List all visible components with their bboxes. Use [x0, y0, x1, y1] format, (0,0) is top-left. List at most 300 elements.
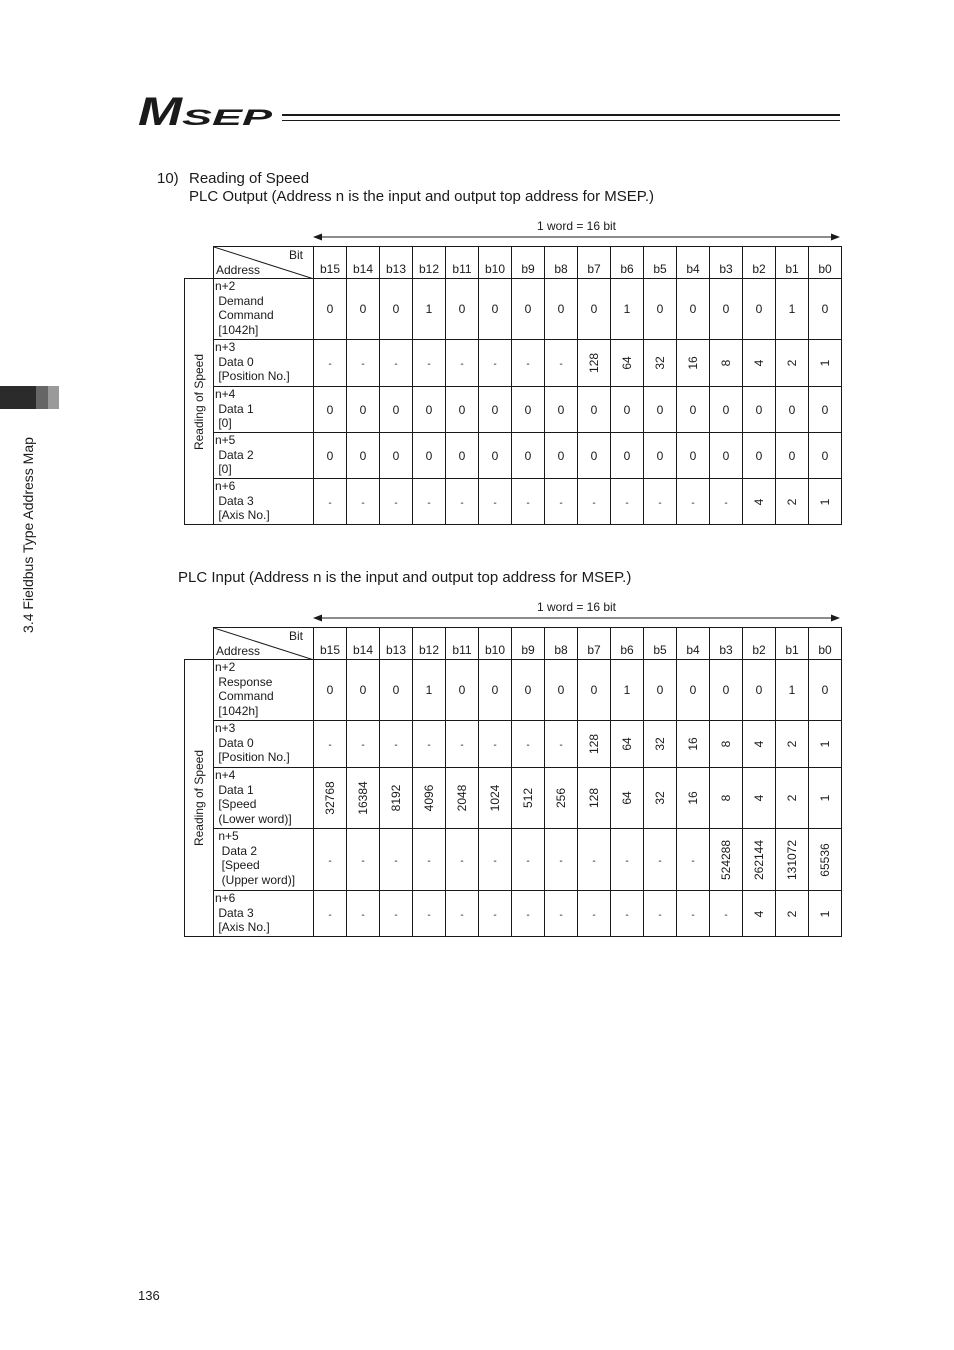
bit-weight-value: 64 — [620, 791, 634, 805]
bit-address-corner — [214, 247, 314, 279]
address-line: [1042h] — [215, 322, 259, 337]
plc-input-table — [184, 627, 842, 937]
bit-weight-value: 2048 — [455, 784, 469, 812]
bit-value-cell: 0 — [677, 660, 710, 721]
bit-value-cell: 0 — [776, 433, 809, 479]
unused-bit-cell — [479, 829, 512, 891]
bit-value-cell: 1 — [611, 660, 644, 721]
address-line: [Position No.] — [215, 750, 290, 765]
bit-value-cell: 0 — [809, 660, 842, 721]
bit-header: b0 — [809, 628, 842, 660]
unused-bit-mark: - — [460, 740, 464, 751]
bit-weight-cell — [413, 768, 446, 829]
address-line: Data 3 — [215, 905, 254, 920]
bit-weight-cell — [743, 479, 776, 525]
unused-bit-cell — [347, 721, 380, 768]
bit-value-cell: 0 — [446, 660, 479, 721]
unused-bit-cell — [479, 479, 512, 525]
unused-bit-mark: - — [691, 497, 695, 509]
bit-value-cell: 0 — [347, 660, 380, 721]
bit-weight-cell — [545, 768, 578, 829]
blank-cell — [185, 628, 214, 660]
bit-weight-cell — [809, 891, 842, 937]
bit-weight-value: 262144 — [752, 839, 766, 880]
bit-weight-value: 2 — [785, 498, 799, 505]
word-width-indicator — [313, 600, 840, 622]
bit-weight-value: 8 — [719, 359, 733, 367]
address-line: [Speed — [215, 858, 260, 873]
address-line: n+3 — [215, 721, 236, 735]
unused-bit-cell — [380, 340, 413, 387]
bit-header: b7 — [578, 628, 611, 660]
section-number: 10) — [157, 170, 179, 187]
plc-output-table — [184, 246, 842, 525]
bit-header: b5 — [644, 247, 677, 279]
bit-value-cell: 0 — [710, 433, 743, 479]
unused-bit-mark: - — [592, 855, 596, 867]
bit-header: b3 — [710, 247, 743, 279]
chapter-tab-light — [48, 386, 59, 409]
unused-bit-mark: - — [361, 497, 365, 509]
section-title: Reading of Speed — [189, 170, 310, 187]
corner-bit-label: Bit — [288, 629, 303, 643]
table-row — [185, 768, 842, 829]
unused-bit-cell — [611, 479, 644, 525]
bit-header: b13 — [380, 628, 413, 660]
unused-bit-mark: - — [328, 855, 332, 867]
unused-bit-cell — [578, 479, 611, 525]
bit-value-cell: 0 — [578, 387, 611, 433]
bit-value-cell: 0 — [578, 279, 611, 340]
unused-bit-mark: - — [328, 909, 332, 921]
bit-value-cell: 0 — [743, 433, 776, 479]
bit-weight-value: 131072 — [785, 839, 799, 880]
bit-weight-value: 4 — [752, 910, 766, 917]
bit-weight-value: 2 — [785, 794, 799, 802]
unused-bit-cell — [578, 829, 611, 891]
bit-value-cell: 1 — [776, 660, 809, 721]
unused-bit-mark: - — [592, 909, 596, 921]
unused-bit-cell — [413, 479, 446, 525]
plc-input-caption: PLC Input (Address n is the input and output top address for MSEP.) — [178, 569, 632, 586]
bit-header: b7 — [578, 247, 611, 279]
bit-header: b6 — [611, 628, 644, 660]
bit-weight-value: 4 — [752, 359, 766, 367]
unused-bit-cell — [413, 340, 446, 387]
bit-weight-cell — [776, 891, 809, 937]
unused-bit-cell — [512, 721, 545, 768]
unused-bit-mark: - — [526, 855, 530, 867]
unused-bit-mark: - — [460, 855, 464, 867]
unused-bit-mark: - — [625, 497, 629, 509]
bit-value-cell: 0 — [743, 660, 776, 721]
bit-value-cell: 0 — [380, 387, 413, 433]
bit-weight-cell — [743, 721, 776, 768]
double-arrow-icon — [313, 232, 840, 242]
address-cell — [214, 433, 314, 479]
bit-value-cell: 0 — [677, 387, 710, 433]
table-row — [185, 891, 842, 937]
bit-header: b15 — [314, 628, 347, 660]
bit-header: b6 — [611, 247, 644, 279]
bit-weight-value: 1024 — [488, 784, 502, 812]
bit-weight-value: 16384 — [356, 781, 370, 815]
unused-bit-cell — [710, 891, 743, 937]
bit-value-cell: 1 — [611, 279, 644, 340]
address-line: [Axis No.] — [215, 920, 270, 935]
bit-weight-cell — [512, 768, 545, 829]
table-row — [185, 721, 842, 768]
unused-bit-cell — [479, 340, 512, 387]
unused-bit-mark: - — [361, 359, 365, 370]
address-line: (Upper word)] — [215, 872, 296, 887]
address-line: n+5 — [215, 433, 236, 447]
blank-cell — [185, 247, 214, 279]
bit-weight-cell — [611, 340, 644, 387]
bit-value-cell: 0 — [644, 279, 677, 340]
address-line: n+2 — [215, 660, 236, 674]
unused-bit-cell — [545, 829, 578, 891]
unused-bit-mark: - — [691, 909, 695, 921]
bit-value-cell: 0 — [710, 279, 743, 340]
unused-bit-cell — [545, 340, 578, 387]
unused-bit-mark: - — [493, 497, 497, 509]
unused-bit-mark: - — [691, 855, 695, 867]
unused-bit-cell — [380, 829, 413, 891]
bit-weight-value: 32 — [653, 737, 667, 751]
bit-weight-value: 128 — [587, 787, 601, 809]
bit-weight-value: 4 — [752, 498, 766, 505]
bit-weight-cell — [611, 768, 644, 829]
bit-weight-cell — [314, 768, 347, 829]
bit-value-cell: 0 — [380, 279, 413, 340]
bit-weight-value: 16 — [686, 737, 700, 751]
bit-weight-cell — [776, 479, 809, 525]
bit-header: b0 — [809, 247, 842, 279]
unused-bit-cell — [446, 891, 479, 937]
corner-address-label: Address — [216, 263, 261, 277]
bit-value-cell: 0 — [413, 387, 446, 433]
address-line: [1042h] — [215, 703, 259, 718]
corner-bit-label: Bit — [288, 248, 303, 262]
bit-value-cell: 0 — [644, 433, 677, 479]
bit-weight-cell — [644, 340, 677, 387]
address-cell — [214, 721, 314, 768]
table-row — [185, 387, 842, 433]
table-row — [185, 660, 842, 721]
bit-value-cell: 0 — [644, 387, 677, 433]
unused-bit-mark: - — [394, 855, 398, 867]
unused-bit-mark: - — [526, 909, 530, 921]
chapter-tab-mid — [36, 386, 48, 409]
bit-weight-cell — [809, 721, 842, 768]
bit-header: b12 — [413, 247, 446, 279]
address-line: n+4 — [215, 768, 236, 782]
address-line: [0] — [215, 462, 232, 477]
unused-bit-cell — [446, 721, 479, 768]
unused-bit-mark: - — [427, 909, 431, 921]
bit-header: b2 — [743, 247, 776, 279]
address-line: n+5 — [215, 829, 239, 843]
bit-weight-value: 8192 — [389, 784, 403, 812]
header-rule — [282, 114, 840, 116]
unused-bit-mark: - — [493, 909, 497, 921]
bit-weight-cell — [809, 768, 842, 829]
bit-value-cell: 0 — [611, 433, 644, 479]
address-cell — [214, 340, 314, 387]
bit-weight-value: 128 — [587, 352, 601, 374]
address-line: Data 1 — [215, 401, 254, 416]
bit-header: b11 — [446, 628, 479, 660]
group-label: Reading of Speed — [192, 353, 206, 450]
unused-bit-mark: - — [361, 909, 365, 921]
unused-bit-cell — [380, 721, 413, 768]
unused-bit-mark: - — [460, 359, 464, 370]
bit-weight-cell — [743, 829, 776, 891]
address-line: Data 3 — [215, 493, 254, 508]
bit-header: b4 — [677, 247, 710, 279]
bit-value-cell: 0 — [578, 660, 611, 721]
bit-value-cell: 0 — [611, 387, 644, 433]
bit-weight-value: 1 — [818, 794, 832, 802]
group-label-cell — [185, 279, 214, 525]
bit-value-cell: 0 — [545, 660, 578, 721]
bit-weight-cell — [446, 768, 479, 829]
unused-bit-cell — [314, 479, 347, 525]
bit-value-cell: 0 — [710, 387, 743, 433]
unused-bit-mark: - — [460, 909, 464, 921]
address-line: [Position No.] — [215, 369, 290, 384]
unused-bit-cell — [347, 829, 380, 891]
unused-bit-mark: - — [526, 740, 530, 751]
unused-bit-cell — [446, 829, 479, 891]
unused-bit-mark: - — [625, 909, 629, 921]
word-width-label: 1 word = 16 bit — [536, 219, 617, 233]
address-line: Data 2 — [215, 447, 254, 462]
address-line: Response — [215, 674, 273, 689]
table-row — [185, 479, 842, 525]
bit-weight-cell — [743, 768, 776, 829]
bit-weight-cell — [380, 768, 413, 829]
address-line: n+6 — [215, 891, 236, 905]
unused-bit-cell — [512, 829, 545, 891]
bit-value-cell: 0 — [512, 279, 545, 340]
unused-bit-cell — [446, 479, 479, 525]
address-line: n+6 — [215, 479, 236, 493]
unused-bit-mark: - — [559, 740, 563, 751]
unused-bit-mark: - — [394, 497, 398, 509]
bit-value-cell: 0 — [479, 279, 512, 340]
bit-value-cell: 0 — [347, 279, 380, 340]
bit-weight-cell — [710, 340, 743, 387]
bit-weight-value: 4 — [752, 740, 766, 748]
chapter-tab — [0, 386, 36, 409]
plc-output-caption: PLC Output (Address n is the input and output top address for MSEP.) — [189, 188, 654, 205]
bit-value-cell: 0 — [347, 433, 380, 479]
bit-weight-cell — [677, 768, 710, 829]
unused-bit-cell — [314, 721, 347, 768]
unused-bit-mark: - — [592, 497, 596, 509]
unused-bit-mark: - — [559, 497, 563, 509]
address-line: Command — [215, 689, 274, 704]
msep-logo — [138, 93, 278, 129]
unused-bit-mark: - — [427, 359, 431, 370]
bit-value-cell: 0 — [347, 387, 380, 433]
bit-header: b15 — [314, 247, 347, 279]
unused-bit-mark: - — [394, 359, 398, 370]
unused-bit-cell — [512, 891, 545, 937]
bit-value-cell: 0 — [545, 387, 578, 433]
unused-bit-cell — [578, 891, 611, 937]
bit-weight-cell — [710, 721, 743, 768]
unused-bit-cell — [611, 891, 644, 937]
bit-value-cell: 0 — [743, 279, 776, 340]
bit-value-cell: 0 — [479, 433, 512, 479]
unused-bit-mark: - — [328, 740, 332, 751]
unused-bit-mark: - — [361, 855, 365, 867]
unused-bit-mark: - — [493, 740, 497, 751]
bit-weight-cell — [776, 768, 809, 829]
unused-bit-cell — [314, 340, 347, 387]
address-line: [Speed — [215, 797, 257, 812]
bit-header: b1 — [776, 247, 809, 279]
word-width-indicator — [313, 219, 840, 241]
address-line: n+4 — [215, 387, 236, 401]
bit-weight-cell — [644, 721, 677, 768]
unused-bit-mark: - — [658, 497, 662, 509]
unused-bit-mark: - — [724, 909, 728, 921]
bit-value-cell: 0 — [380, 433, 413, 479]
bit-weight-cell — [776, 829, 809, 891]
unused-bit-mark: - — [394, 740, 398, 751]
unused-bit-mark: - — [559, 855, 563, 867]
bit-weight-cell — [809, 340, 842, 387]
bit-weight-value: 64 — [620, 737, 634, 751]
bit-weight-cell — [743, 340, 776, 387]
bit-weight-value: 2 — [785, 740, 799, 748]
address-cell — [214, 279, 314, 340]
unused-bit-cell — [512, 340, 545, 387]
bit-value-cell: 0 — [380, 660, 413, 721]
bit-value-cell: 0 — [314, 387, 347, 433]
bit-header: b8 — [545, 628, 578, 660]
bit-value-cell: 0 — [545, 433, 578, 479]
bit-value-cell: 0 — [413, 433, 446, 479]
bit-value-cell: 0 — [512, 433, 545, 479]
bit-value-cell: 0 — [314, 660, 347, 721]
unused-bit-cell — [347, 340, 380, 387]
bit-weight-cell — [710, 829, 743, 891]
address-line: (Lower word)] — [215, 811, 292, 826]
unused-bit-cell — [413, 829, 446, 891]
unused-bit-cell — [380, 891, 413, 937]
bit-value-cell: 0 — [809, 433, 842, 479]
address-line: Data 2 — [215, 843, 258, 858]
group-label: Reading of Speed — [192, 749, 206, 847]
unused-bit-mark: - — [658, 909, 662, 921]
address-line: [0] — [215, 416, 232, 431]
svg-text:SEP: SEP — [182, 105, 273, 129]
bit-value-cell: 1 — [776, 279, 809, 340]
bit-header: b11 — [446, 247, 479, 279]
header-rule-thin — [282, 120, 840, 121]
bit-value-cell: 0 — [512, 387, 545, 433]
bit-weight-cell — [611, 721, 644, 768]
address-line: [Axis No.] — [215, 508, 270, 523]
address-line: Demand — [215, 293, 264, 308]
table-row — [185, 340, 842, 387]
address-cell — [214, 387, 314, 433]
unused-bit-cell — [677, 891, 710, 937]
unused-bit-mark: - — [526, 497, 530, 509]
bit-weight-value: 128 — [587, 733, 601, 755]
bit-value-cell: 0 — [479, 387, 512, 433]
bit-weight-cell — [578, 340, 611, 387]
bit-header: b9 — [512, 628, 545, 660]
bit-value-cell: 0 — [479, 660, 512, 721]
unused-bit-mark: - — [625, 855, 629, 867]
unused-bit-mark: - — [559, 909, 563, 921]
bit-header: b8 — [545, 247, 578, 279]
address-line: Data 0 — [215, 354, 254, 369]
bit-value-cell: 1 — [413, 660, 446, 721]
bit-weight-value: 2 — [785, 910, 799, 917]
unused-bit-cell — [479, 891, 512, 937]
bit-weight-value: 1 — [818, 359, 832, 367]
bit-header: b3 — [710, 628, 743, 660]
bit-weight-value: 4096 — [422, 784, 436, 812]
unused-bit-mark: - — [394, 909, 398, 921]
unused-bit-mark: - — [559, 359, 563, 370]
bit-value-cell: 0 — [512, 660, 545, 721]
unused-bit-cell — [644, 479, 677, 525]
bit-header: b10 — [479, 247, 512, 279]
unused-bit-mark: - — [493, 359, 497, 370]
bit-weight-value: 32 — [653, 791, 667, 805]
bit-weight-value: 524288 — [719, 839, 733, 880]
bit-header: b5 — [644, 628, 677, 660]
bit-weight-value: 2 — [785, 359, 799, 367]
bit-weight-value: 1 — [818, 910, 832, 917]
bit-value-cell: 0 — [809, 279, 842, 340]
address-cell — [214, 479, 314, 525]
bit-weight-value: 16 — [686, 356, 700, 370]
unused-bit-mark: - — [427, 855, 431, 867]
bit-value-cell: 0 — [314, 433, 347, 479]
bit-weight-value: 65536 — [818, 842, 832, 877]
unused-bit-cell — [710, 479, 743, 525]
unused-bit-cell — [446, 340, 479, 387]
bit-weight-value: 8 — [719, 794, 733, 802]
bit-address-corner — [214, 628, 314, 660]
unused-bit-mark: - — [724, 497, 728, 509]
bit-weight-value: 1 — [818, 498, 832, 505]
unused-bit-cell — [644, 891, 677, 937]
bit-weight-value: 256 — [554, 787, 568, 809]
bit-header: b12 — [413, 628, 446, 660]
bit-header: b13 — [380, 247, 413, 279]
unused-bit-mark: - — [526, 359, 530, 370]
unused-bit-mark: - — [427, 740, 431, 751]
bit-value-cell: 0 — [644, 660, 677, 721]
bit-value-cell: 0 — [677, 279, 710, 340]
bit-value-cell: 0 — [710, 660, 743, 721]
bit-value-cell: 0 — [446, 279, 479, 340]
bit-weight-cell — [776, 721, 809, 768]
unused-bit-cell — [347, 891, 380, 937]
address-cell — [214, 768, 314, 829]
bit-weight-cell — [347, 768, 380, 829]
